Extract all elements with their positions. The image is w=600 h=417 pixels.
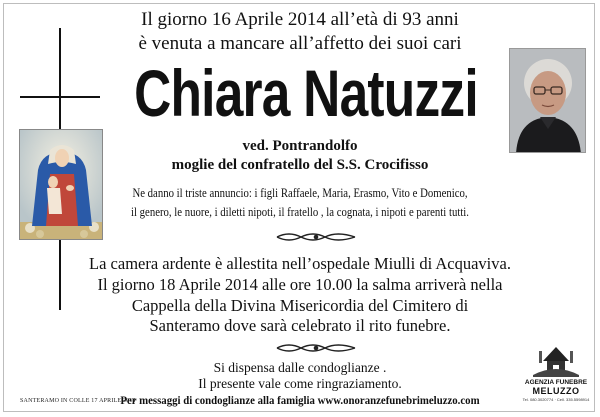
deceased-name: Chiara Natuzzi: [134, 56, 478, 130]
announcement-line-2: il genero, le nuore, i diletti nipoti, il fratello , la cognata, i nipoti e parenti tutti.: [131, 205, 469, 219]
agency-name: MELUZZO: [532, 386, 580, 396]
body-line-2: Il giorno 18 Aprile 2014 alle ore 10.00 la salma arriverà nella: [97, 275, 503, 294]
body-line-1: La camera ardente è allestita nell’ospedale Miulli di Acquaviva.: [89, 254, 511, 273]
widow-of-line: ved. Pontrandolfo: [242, 138, 358, 154]
agency-contacts: Tel. 080.3020774 · Cell. 335.5598914: [522, 397, 590, 402]
intro-line-1: Il giorno 16 Aprile 2014 all’età di 93 anni: [141, 9, 459, 30]
footer-line-2: Il presente vale come ringraziamento.: [198, 376, 402, 391]
announcement-line-1: Ne danno il triste annuncio: i figli Raffaele, Maria, Erasmo, Vito e Domenico,: [132, 186, 468, 200]
intro-line-2: è venuta a mancare all’affetto dei suoi cari: [138, 33, 462, 54]
ornament-divider-bottom: [275, 342, 357, 354]
ornament-divider-top: [275, 231, 357, 243]
wife-of-line: moglie del confratello del S.S. Crocifisso: [171, 157, 429, 173]
body-line-4: Santeramo dove sarà celebrato il rito funebre.: [149, 316, 451, 335]
body-line-3: Cappella della Divina Misericordia del Cimitero di: [131, 296, 469, 315]
place-and-date: SANTERAMO IN COLLE 17 APRILE 2014: [20, 398, 136, 404]
condolence-website-line: Per messaggi di condoglianze alla famiglia www.onoranzefunebrimeluzzo.com: [120, 393, 480, 407]
agency-label: AGENZIA FUNEBRE: [524, 379, 588, 386]
footer-line-1: Si dispensa dalle condoglianze .: [213, 360, 387, 375]
